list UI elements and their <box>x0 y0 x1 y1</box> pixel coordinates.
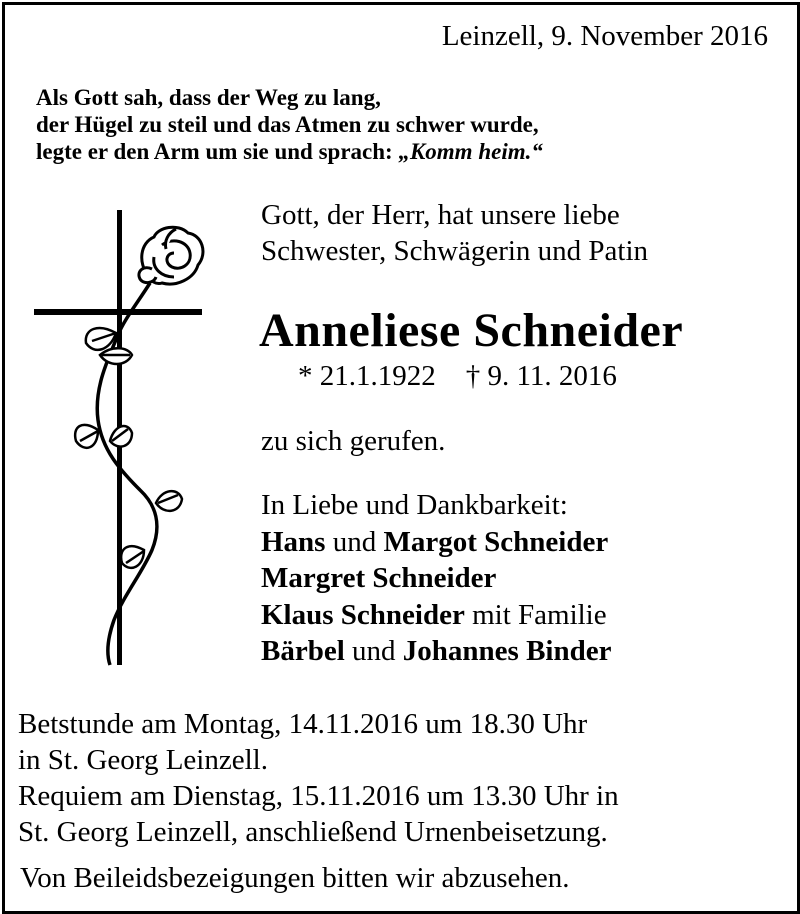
intro-line-2: Schwester, Schwägerin und Patin <box>261 235 649 267</box>
mourners-list <box>261 487 611 670</box>
mourner-name: Johannes Binder <box>402 635 612 667</box>
mourner-connector: und <box>325 525 384 558</box>
mourner-name: Bärbel <box>261 635 345 667</box>
service-line-4: St. Georg Leinzell, anschließend Urnenbeisetzung. <box>18 816 608 848</box>
mourner-name: Margot Schneider <box>383 525 609 558</box>
quote-line-1: Als Gott sah, dass der Weg zu lang, <box>36 85 381 110</box>
intro-text <box>261 197 648 269</box>
life-dates <box>298 360 617 393</box>
service-line-2: in St. Georg Leinzell. <box>18 744 268 776</box>
death-date: † 9. 11. 2016 <box>465 360 617 392</box>
mourner-row <box>261 597 611 634</box>
quote-line-2: der Hügel zu steil und das Atmen zu schwer wurde, <box>36 112 539 137</box>
mourner-suffix: mit Familie <box>464 598 607 631</box>
mourner-connector: und <box>344 635 403 667</box>
mourner-name: Margret Schneider <box>261 562 497 594</box>
mourner-row <box>261 524 611 561</box>
quote-speech: „Komm heim.“ <box>398 139 543 164</box>
service-line-3: Requiem am Dienstag, 15.11.2016 um 13.30 Uhr in <box>18 780 619 812</box>
mourner-row <box>261 560 611 597</box>
intro-line-1: Gott, der Herr, hat unsere liebe <box>261 199 620 231</box>
cross-with-rose-icon <box>28 205 208 670</box>
place-date: Leinzell, 9. November 2016 <box>441 20 768 52</box>
quote-line-3 <box>36 138 543 165</box>
closing-note: Von Beileidsbezeigungen bitten wir abzusehen. <box>20 862 570 894</box>
birth-date: * 21.1.1922 <box>298 360 436 392</box>
quote <box>36 84 543 165</box>
mourner-row <box>261 633 611 670</box>
called-home-text: zu sich gerufen. <box>261 425 446 457</box>
service-line-1: Betstunde am Montag, 14.11.2016 um 18.30 Uhr <box>18 708 588 740</box>
quote-line-3-text: legte er den Arm um sie und sprach: <box>36 139 399 164</box>
mourner-name: Klaus Schneider <box>261 598 465 631</box>
mourners-heading: In Liebe und Dankbarkeit: <box>261 489 568 521</box>
deceased-name: Anneliese Schneider <box>259 304 684 357</box>
mourner-name: Hans <box>261 525 326 558</box>
service-info <box>18 706 619 850</box>
